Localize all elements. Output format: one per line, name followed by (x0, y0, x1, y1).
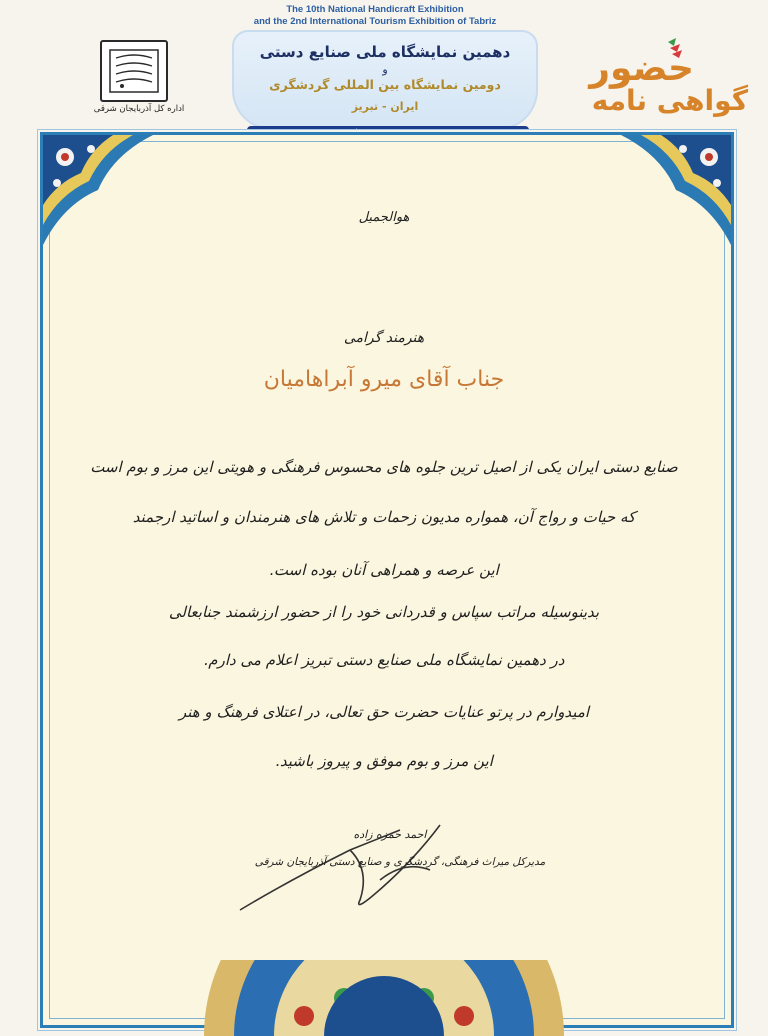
certificate-title-line2: گواهی نامه (591, 84, 748, 117)
stained-glass-rosette-icon (194, 960, 574, 1036)
corner-ornament-top-right-icon (621, 135, 731, 245)
certificate-title (548, 48, 758, 128)
english-header-line1: The 10th National Handicraft Exhibition (286, 4, 464, 15)
banner-title: دهمین نمایشگاه ملی صنایع دستی (259, 43, 511, 61)
ministry-logo-caption: اداره کل آذربایجان شرقی (93, 104, 185, 114)
corner-ornament-top-left-icon (43, 135, 153, 245)
english-header (215, 4, 535, 28)
banner-subtitle: دومین نمایشگاه بین المللی گردشگری (269, 77, 501, 92)
ministry-emblem-icon (102, 42, 166, 100)
banner-conjunction: و (382, 63, 388, 76)
body-line-7: این مرز و بوم موفق و پیروز باشید. (275, 752, 493, 770)
body-line-1: صنایع دستی ایران یکی از اصیل ترین جلوه های محسوس فرهنگی و هویتی این مرز و بوم است (90, 458, 678, 476)
greeting: هنرمند گرامی (343, 330, 425, 346)
body-line-4: بدینوسیله مراتب سپاس و قدردانی خود را از حضور ارزشمند جنابعالی (168, 603, 600, 621)
recipient-name: جناب آقای میرو آبراهامیان (263, 367, 505, 392)
body-line-3: این عرصه و همراهی آنان بوده است. (269, 561, 499, 579)
banner-place: ایران - تبریز (351, 100, 419, 113)
invocation: هوالجمیل (358, 210, 410, 225)
body-line-5: در دهمین نمایشگاه ملی صنایع دستی تبریز اعلام می دارم. (203, 651, 565, 669)
body-line-2: که حیات و رواج آن، همواره مدیون زحمات و تلاش های هنرمندان و اساتید ارجمند (132, 508, 636, 526)
english-header-line2: and the 2nd International Tourism Exhibition of Tabriz (253, 16, 497, 27)
certificate-title-line1: حضور (589, 48, 694, 89)
signer-name: احمد حمزه زاده (353, 828, 427, 841)
exhibition-banner (232, 30, 538, 130)
ministry-logo (100, 40, 168, 102)
body-line-6: امیدوارم در پرتو عنایات حضرت حق تعالی، در اعتلای فرهنگ و هنر (178, 703, 590, 721)
signer-title: مدیرکل میراث فرهنگی، گردشگری و صنایع دستی آذربایجان شرقی (254, 856, 546, 868)
